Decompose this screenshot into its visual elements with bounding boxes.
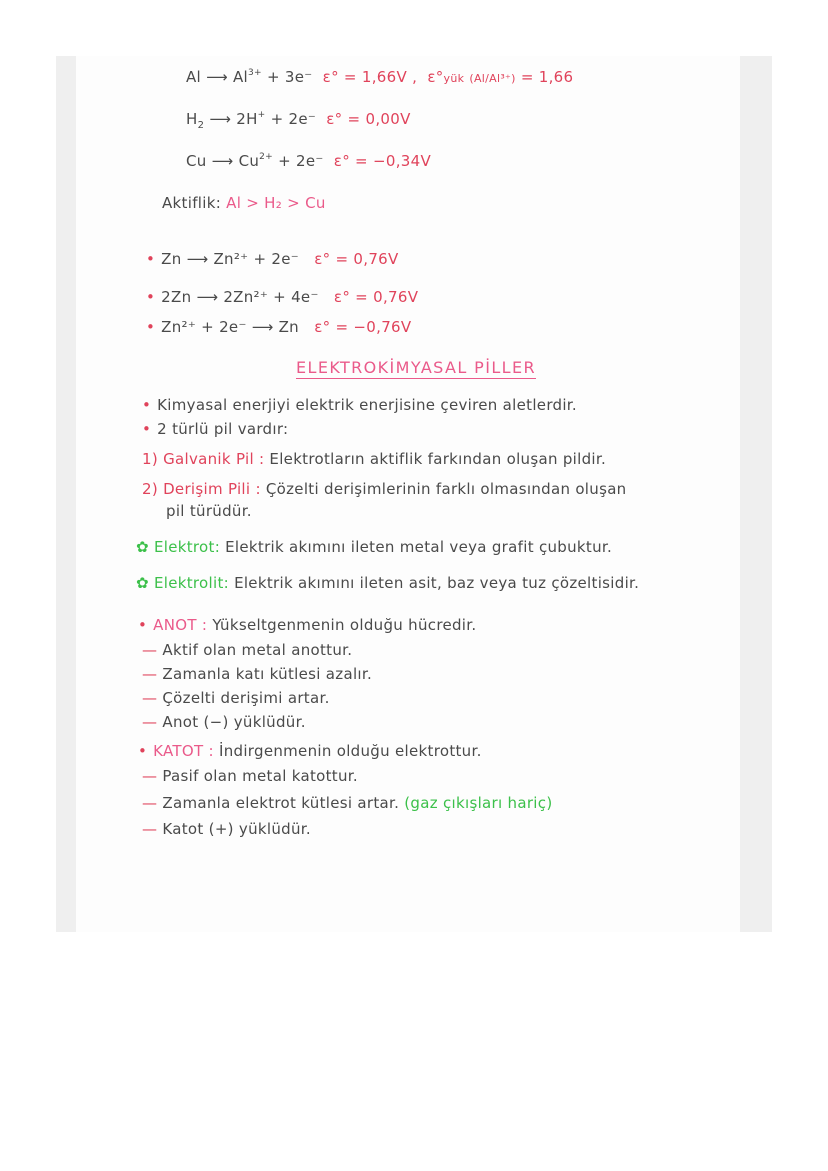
katot-item: — Pasif olan metal katottur. <box>142 767 358 785</box>
pil-type-galvanik: 1) Galvanik Pil : Elektrotların aktiflik farkından oluşan pildir. <box>142 450 607 468</box>
definition-elektrolit: ✿ Elektrolit: Elektrik akımını ileten asit, baz veya tuz çözeltisidir. <box>136 574 640 592</box>
katot-note: (gaz çıkışları hariç) <box>404 794 553 812</box>
intro-line-2: • 2 türlü pil vardır: <box>142 420 289 438</box>
anot-item: — Anot (−) yüklüdür. <box>142 713 306 731</box>
equation-zn-2: • 2Zn ⟶ 2Zn²⁺ + 4e⁻ ε° = 0,76V <box>146 288 419 306</box>
katot-heading: • KATOT : İndirgenmenin olduğu elektrottur. <box>138 742 482 760</box>
pil-type-derisim: 2) Derişim Pili : Çözelti derişimlerinin farklı olmasından oluşan <box>142 480 627 498</box>
potential-cu: ε° = −0,34V <box>333 152 432 170</box>
equation-zn-3: • Zn²⁺ + 2e⁻ ⟶ Zn ε° = −0,76V <box>146 318 412 336</box>
section-title: ELEKTROKİMYASAL PİLLER <box>296 358 536 377</box>
potential-h2: ε° = 0,00V <box>326 110 411 128</box>
anot-item: — Çözelti derişimi artar. <box>142 689 330 707</box>
anot-item: — Aktif olan metal anottur. <box>142 641 353 659</box>
equation-al: Al ⟶ $Al^{3+} + 3e^-$ ε° = 1,66V , ε°yük (Al/Al³⁺) = 1,66 <box>186 68 574 86</box>
definition-elektrot: ✿ Elektrot: Elektrik akımını ileten metal veya grafit çubuktur. <box>136 538 613 556</box>
anot-heading: • ANOT : Yükseltgenmenin olduğu hücredir. <box>138 616 477 634</box>
notebook-page <box>76 56 740 932</box>
potential-al: ε° = 1,66V , <box>322 68 418 86</box>
intro-line-1: • Kimyasal enerjiyi elektrik enerjisine çeviren aletlerdir. <box>142 396 577 414</box>
equation-cu: Cu ⟶ $Cu^{2+} + 2e^-$ ε° = −0,34V <box>186 152 432 170</box>
anot-item: — Zamanla katı kütlesi azalır. <box>142 665 373 683</box>
flower-icon: ✿ <box>136 574 149 592</box>
flower-icon: ✿ <box>136 538 149 556</box>
katot-item: — Zamanla elektrot kütlesi artar. (gaz çıkışları hariç) <box>142 794 553 812</box>
activity-order: Aktiflik: Al > H₂ > Cu <box>162 194 326 212</box>
katot-item: — Katot (+) yüklüdür. <box>142 820 311 838</box>
pil-type-derisim-cont: pil türüdür. <box>166 502 252 520</box>
scanned-page-frame <box>56 56 772 932</box>
equation-h2: $H_2$ ⟶ 2H+ + 2e⁻ ε° = 0,00V <box>186 110 411 131</box>
equation-zn-1: • Zn ⟶ Zn²⁺ + 2e⁻ ε° = 0,76V <box>146 250 399 268</box>
